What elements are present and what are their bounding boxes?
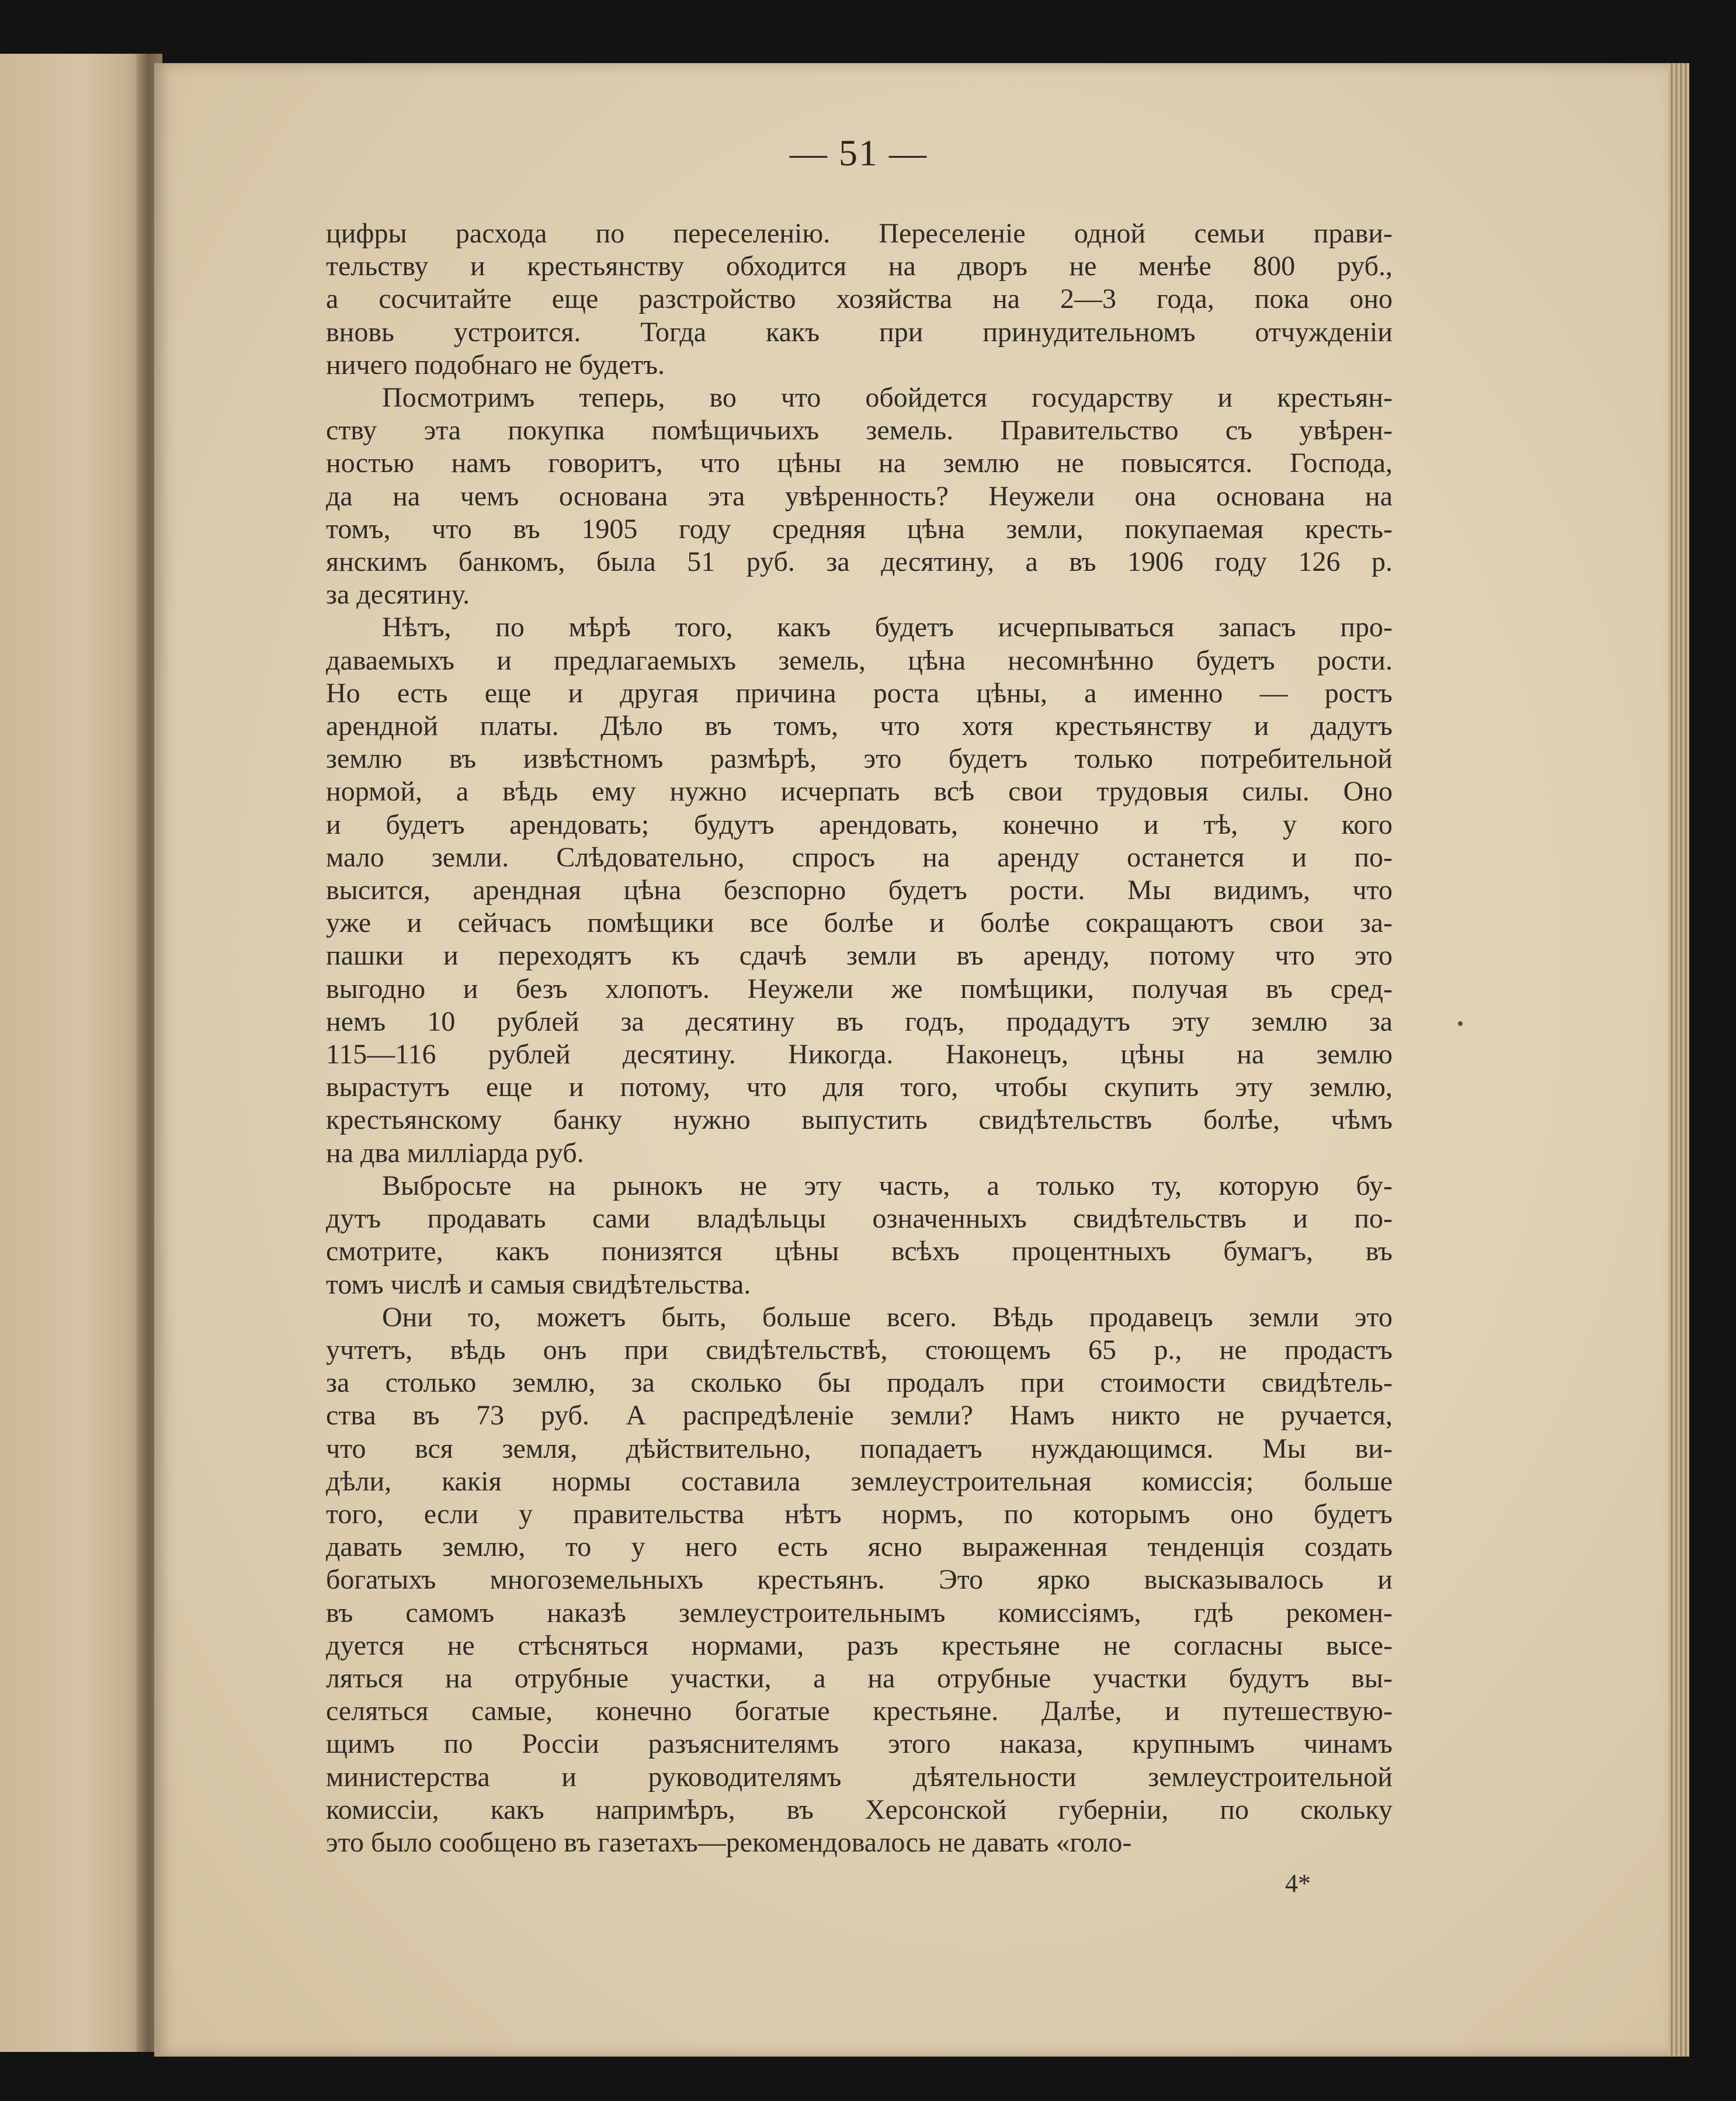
text-line: дѣли, какія нормы составила землеустроительная комиссія; больше: [326, 1465, 1393, 1497]
text-line: это было сообщено въ газетахъ—рекомендовалось не давать «голо-: [326, 1826, 1132, 1858]
text-line: тельству и крестьянству обходится на дворъ не менѣе 800 руб.,: [326, 251, 1393, 282]
text-line: и будетъ арендовать; будутъ арендовать, конечно и тѣ, у кого: [326, 809, 1393, 840]
text-line: за десятину.: [326, 579, 470, 611]
text-line: Выбросьте на рынокъ не эту часть, а только ту, которую бу-: [382, 1170, 1393, 1201]
paragraph: [326, 217, 1393, 382]
text-line: ностью намъ говоритъ, что цѣны на землю не повысятся. Господа,: [326, 448, 1393, 479]
text-line: богатыхъ многоземельныхъ крестьянъ. Это ярко высказывалось и: [326, 1564, 1393, 1596]
text-line: ства въ 73 руб. А распредѣленіе земли? Намъ никто не ручается,: [326, 1400, 1393, 1431]
text-line: того, если у правительства нѣтъ нормъ, по которымъ оно будетъ: [326, 1498, 1393, 1530]
paragraph: [326, 1301, 1393, 1859]
page-edges: [1668, 63, 1689, 2057]
text-line: даваемыхъ и предлагаемыхъ земель, цѣна несомнѣнно будетъ рости.: [326, 644, 1393, 676]
text-line: выгодно и безъ хлопотъ. Неужели же помѣщики, получая въ сред-: [326, 973, 1393, 1004]
text-line: арендной платы. Дѣло въ томъ, что хотя крестьянству и дадутъ: [326, 710, 1393, 742]
text-line: смотрите, какъ понизятся цѣны всѣхъ процентныхъ бумагъ, въ: [326, 1236, 1393, 1267]
text-line: томъ числѣ и самыя свидѣтельства.: [326, 1268, 751, 1300]
paper-speck: [1458, 1021, 1463, 1026]
text-line: Но есть еще и другая причина роста цѣны, а именно — ростъ: [326, 677, 1393, 709]
text-line: да на чемъ основана эта увѣренность? Неужели она основана на: [326, 480, 1393, 512]
text-line: дутъ продавать сами владѣльцы означенныхъ свидѣтельствъ и по-: [326, 1203, 1393, 1235]
text-line: а сосчитайте еще разстройство хозяйства на 2—3 года, пока оно: [326, 283, 1393, 315]
text-line: пашки и переходятъ къ сдачѣ земли въ аренду, потому что это: [326, 940, 1393, 972]
text-line: комиссіи, какъ напримѣръ, въ Херсонской губерніи, по скольку: [326, 1794, 1393, 1825]
text-line: дуется не стѣсняться нормами, разъ крестьяне не согласны высе-: [326, 1630, 1393, 1661]
text-line: высится, арендная цѣна безспорно будетъ рости. Мы видимъ, что: [326, 875, 1393, 906]
text-line: учтетъ, вѣдь онъ при свидѣтельствѣ, стоющемъ 65 р., не продастъ: [326, 1334, 1393, 1365]
text-line: въ самомъ наказѣ землеустроительнымъ комиссіямъ, гдѣ рекомен-: [326, 1597, 1393, 1628]
paragraph: [326, 611, 1393, 1169]
text-line: янскимъ банкомъ, была 51 руб. за десятину, а въ 1906 году 126 р.: [326, 546, 1393, 578]
text-line: министерства и руководителямъ дѣятельности землеустроительной: [326, 1761, 1393, 1793]
text-line: ничего подобнаго не будетъ.: [326, 349, 665, 380]
text-line: вновь устроится. Тогда какъ при принудительномъ отчужденіи: [326, 316, 1393, 348]
text-line: ляться на отрубные участки, а на отрубные участки будутъ вы-: [326, 1662, 1393, 1694]
text-line: цифры расхода по переселенію. Переселеніе одной семьи прави-: [326, 218, 1393, 249]
text-line: давать землю, то у него есть ясно выраженная тенденція создать: [326, 1531, 1393, 1563]
printer-signature-mark: 4*: [1285, 1869, 1311, 1898]
text-line: крестьянскому банку нужно выпустить свидѣтельствъ болѣе, чѣмъ: [326, 1104, 1393, 1136]
text-line: томъ, что въ 1905 году средняя цѣна земли, покупаемая кресть-: [326, 513, 1393, 545]
text-line: мало земли. Слѣдовательно, спросъ на аренду останется и по-: [326, 841, 1393, 873]
text-line: нормой, а вѣдь ему нужно исчерпать всѣ свои трудовыя силы. Оно: [326, 776, 1393, 807]
paragraph: [326, 1170, 1393, 1301]
text-line: ству эта покупка помѣщичьихъ земель. Правительство съ увѣрен-: [326, 415, 1393, 446]
text-line: вырастутъ еще и потому, что для того, чтобы скупить эту землю,: [326, 1072, 1393, 1103]
text-line: за столько землю, за сколько бы продалъ при стоимости свидѣтель-: [326, 1367, 1393, 1399]
text-line: на два милліарда руб.: [326, 1137, 584, 1169]
text-line: селяться самые, конечно богатые крестьяне. Далѣе, и путешествую-: [326, 1696, 1393, 1727]
page-body: [326, 217, 1393, 1859]
text-line: Посмотримъ теперь, во что обойдется государству и крестьян-: [382, 382, 1393, 414]
text-line: уже и сейчасъ помѣщики все болѣе и болѣе сокращаютъ свои за-: [326, 907, 1393, 939]
facing-page-left: [0, 54, 151, 2052]
text-line: землю въ извѣстномъ размѣрѣ, это будетъ только потребительной: [326, 743, 1393, 775]
text-line: что вся земля, дѣйствительно, попадаетъ нуждающимся. Мы ви-: [326, 1433, 1393, 1464]
paragraph: [326, 382, 1393, 611]
text-line: немъ 10 рублей за десятину въ годъ, продадутъ эту землю за: [326, 1006, 1393, 1037]
page-number: — 51 —: [790, 132, 928, 174]
text-line: Они то, можетъ быть, больше всего. Вѣдь продавецъ земли это: [382, 1301, 1393, 1333]
text-line: 115—116 рублей десятину. Никогда. Наконецъ, цѣны на землю: [326, 1039, 1393, 1070]
text-line: щимъ по Россіи разъяснителямъ этого наказа, крупнымъ чинамъ: [326, 1728, 1393, 1760]
text-line: Нѣтъ, по мѣрѣ того, какъ будетъ исчерпываться запасъ про-: [382, 612, 1393, 643]
